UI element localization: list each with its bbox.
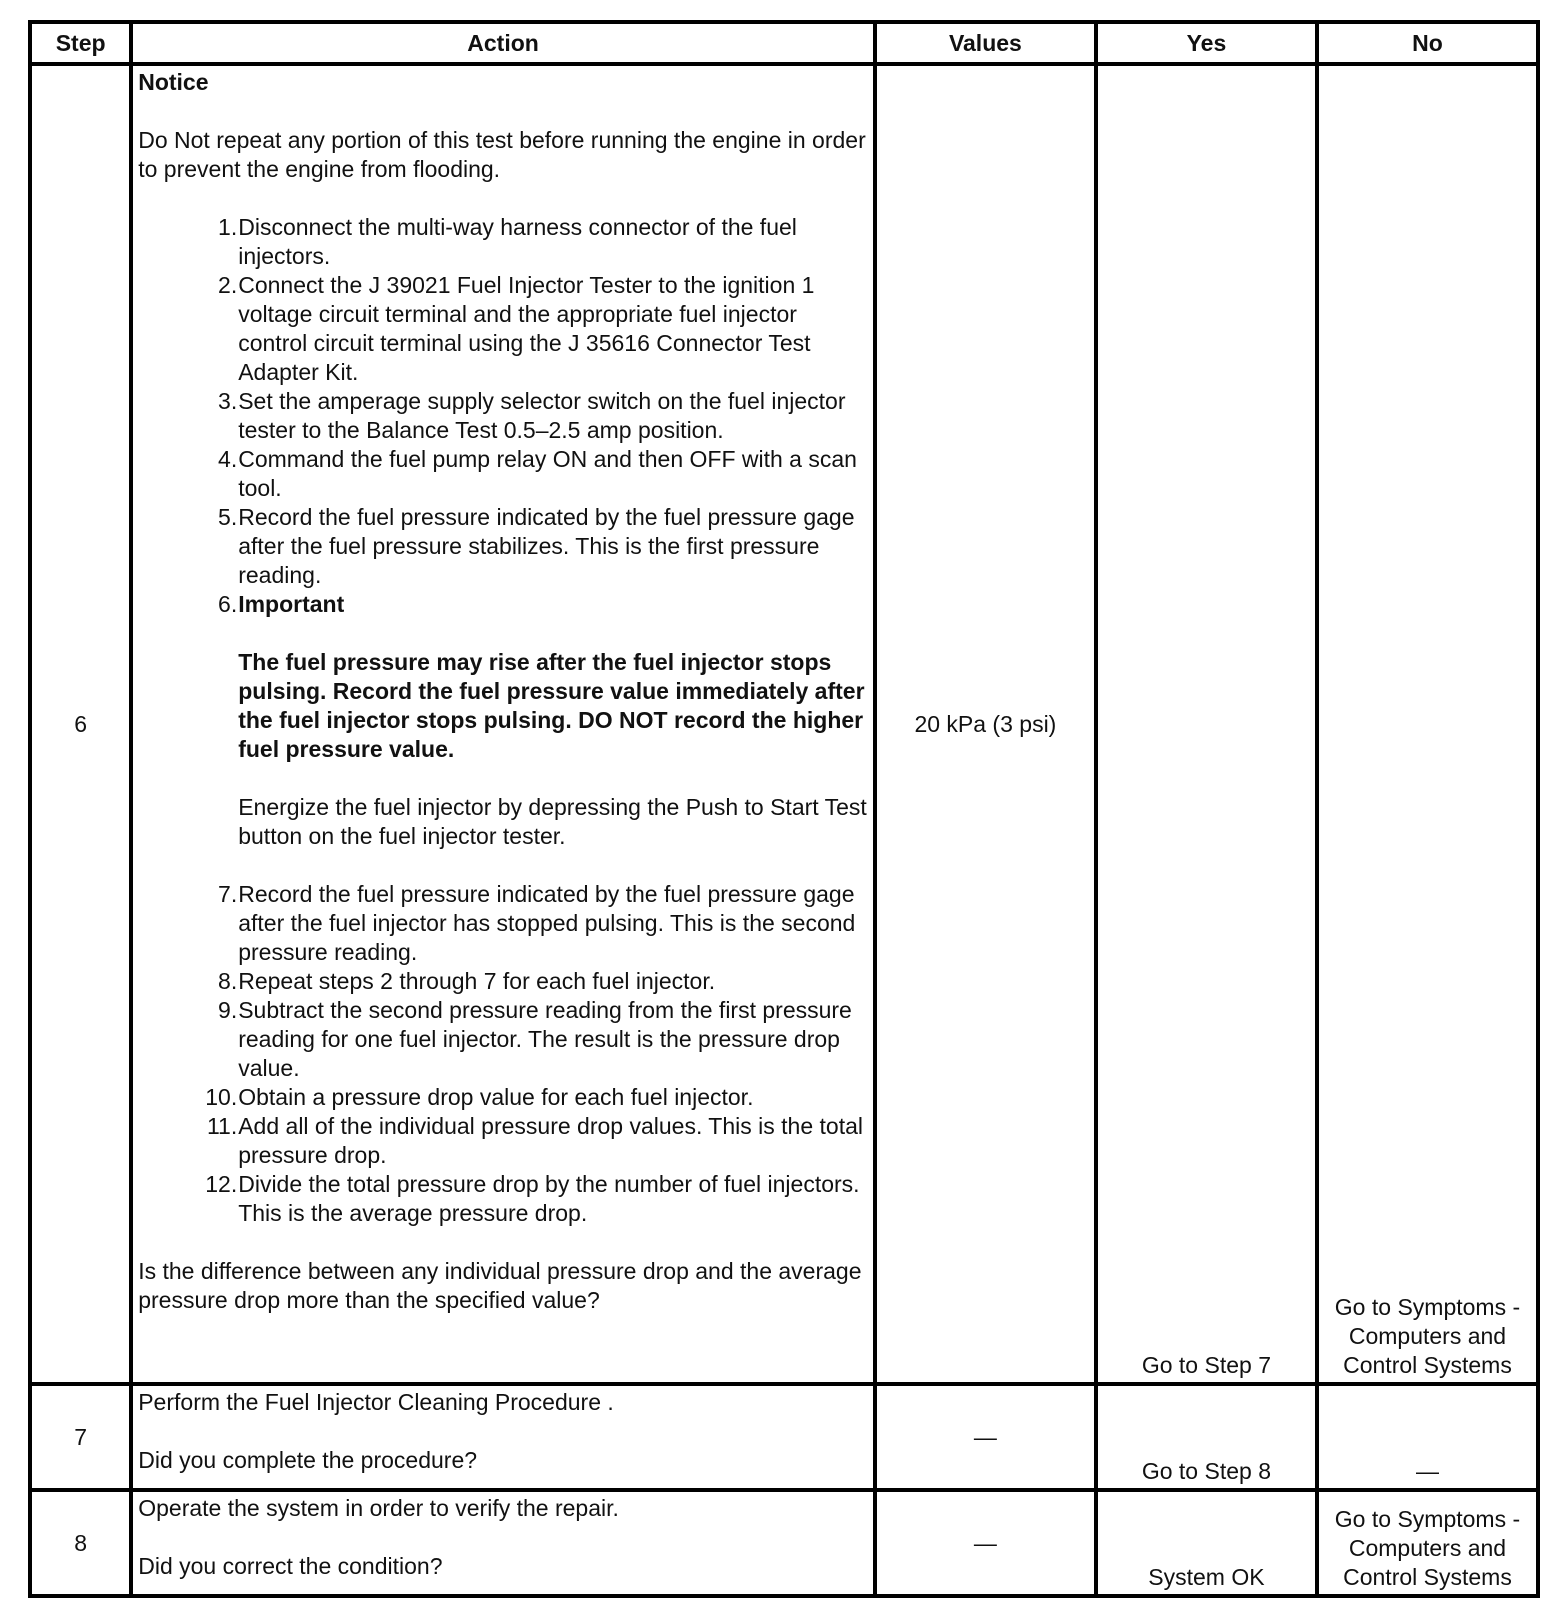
list-item: 9. Subtract the second pressure reading from the first pressure reading for one fuel injector. The result is the pressure drop value.	[218, 997, 852, 1081]
values-cell: —	[875, 1384, 1096, 1490]
header-no: No	[1317, 22, 1538, 64]
header-values: Values	[875, 22, 1096, 64]
important-title: Important	[238, 591, 345, 617]
no-cell: Go to Symptoms - Computers and Control Systems	[1317, 64, 1538, 1384]
table-row-step-7	[30, 1384, 1538, 1490]
values-cell: 20 kPa (3 psi)	[875, 64, 1096, 1384]
header-action: Action	[131, 22, 875, 64]
question-text: Did you correct the condition?	[138, 1553, 443, 1579]
list-item: 12. Divide the total pressure drop by the number of fuel injectors. This is the average pressure drop.	[205, 1171, 860, 1226]
values-cell: —	[875, 1490, 1096, 1596]
action-cell	[131, 1384, 875, 1490]
yes-cell: Go to Step 7	[1096, 64, 1317, 1384]
diagnostic-table	[28, 20, 1540, 1598]
list-item: 4. Command the fuel pump relay ON and then OFF with a scan tool.	[218, 446, 857, 501]
list-item: 7. Record the fuel pressure indicated by the fuel pressure gage after the fuel injector has stopped pulsing. This is the second pressure reading.	[218, 881, 856, 965]
yes-cell: Go to Step 8	[1096, 1384, 1317, 1490]
list-item-important: 6. Important The fuel pressure may rise after the fuel injector stops pulsing. Record the fuel pressure value immediately after the fuel injector stops pulsing. DO NOT record the higher fuel pressure value. Energize the fuel injector by depressing the Push to Start Test button on the fuel injector tester.	[218, 591, 867, 849]
question-text: Is the difference between any individual pressure drop and the average pressure drop more than the specified value?	[138, 1258, 862, 1313]
list-item: 1. Disconnect the multi-way harness connector of the fuel injectors.	[218, 214, 797, 269]
procedure-list	[138, 213, 868, 1228]
step-number: 8	[30, 1490, 131, 1596]
action-text: Operate the system in order to verify the repair.	[138, 1495, 619, 1521]
action-cell	[131, 1490, 875, 1596]
no-cell: —	[1317, 1384, 1538, 1490]
list-item: 8. Repeat steps 2 through 7 for each fuel injector.	[218, 968, 716, 994]
list-item: 3. Set the amperage supply selector switch on the fuel injector tester to the Balance Test 0.5–2.5 amp position.	[218, 388, 846, 443]
list-item: 5. Record the fuel pressure indicated by the fuel pressure gage after the fuel pressure stabilizes. This is the first pressure reading.	[218, 504, 855, 588]
header-yes: Yes	[1096, 22, 1317, 64]
table-row-step-6	[30, 64, 1538, 1384]
action-text: Perform the Fuel Injector Cleaning Procedure .	[138, 1389, 614, 1415]
list-item: 10. Obtain a pressure drop value for each fuel injector.	[205, 1084, 754, 1110]
table-row-step-8	[30, 1490, 1538, 1596]
important-step-text: Energize the fuel injector by depressing the Push to Start Test button on the fuel injector tester.	[238, 794, 867, 849]
important-text: The fuel pressure may rise after the fuel injector stops pulsing. Record the fuel pressure value immediately after the fuel injector stops pulsing. DO NOT record the higher fuel pressure value.	[238, 649, 865, 762]
yes-cell: System OK	[1096, 1490, 1317, 1596]
action-cell	[131, 64, 875, 1384]
step-number: 7	[30, 1384, 131, 1490]
notice-title: Notice	[138, 69, 209, 95]
header-step: Step	[30, 22, 131, 64]
notice-text: Do Not repeat any portion of this test before running the engine in order to prevent the engine from flooding.	[138, 127, 866, 182]
no-cell: Go to Symptoms - Computers and Control Systems	[1317, 1490, 1538, 1596]
question-text: Did you complete the procedure?	[138, 1447, 478, 1473]
list-item: 11. Add all of the individual pressure drop values. This is the total pressure drop.	[206, 1113, 863, 1168]
header-row	[30, 22, 1538, 64]
step-number: 6	[30, 64, 131, 1384]
list-item: 2. Connect the J 39021 Fuel Injector Tester to the ignition 1 voltage circuit terminal and the appropriate fuel injector control circuit terminal using the J 35616 Connector Test Adapter Kit.	[218, 272, 815, 385]
